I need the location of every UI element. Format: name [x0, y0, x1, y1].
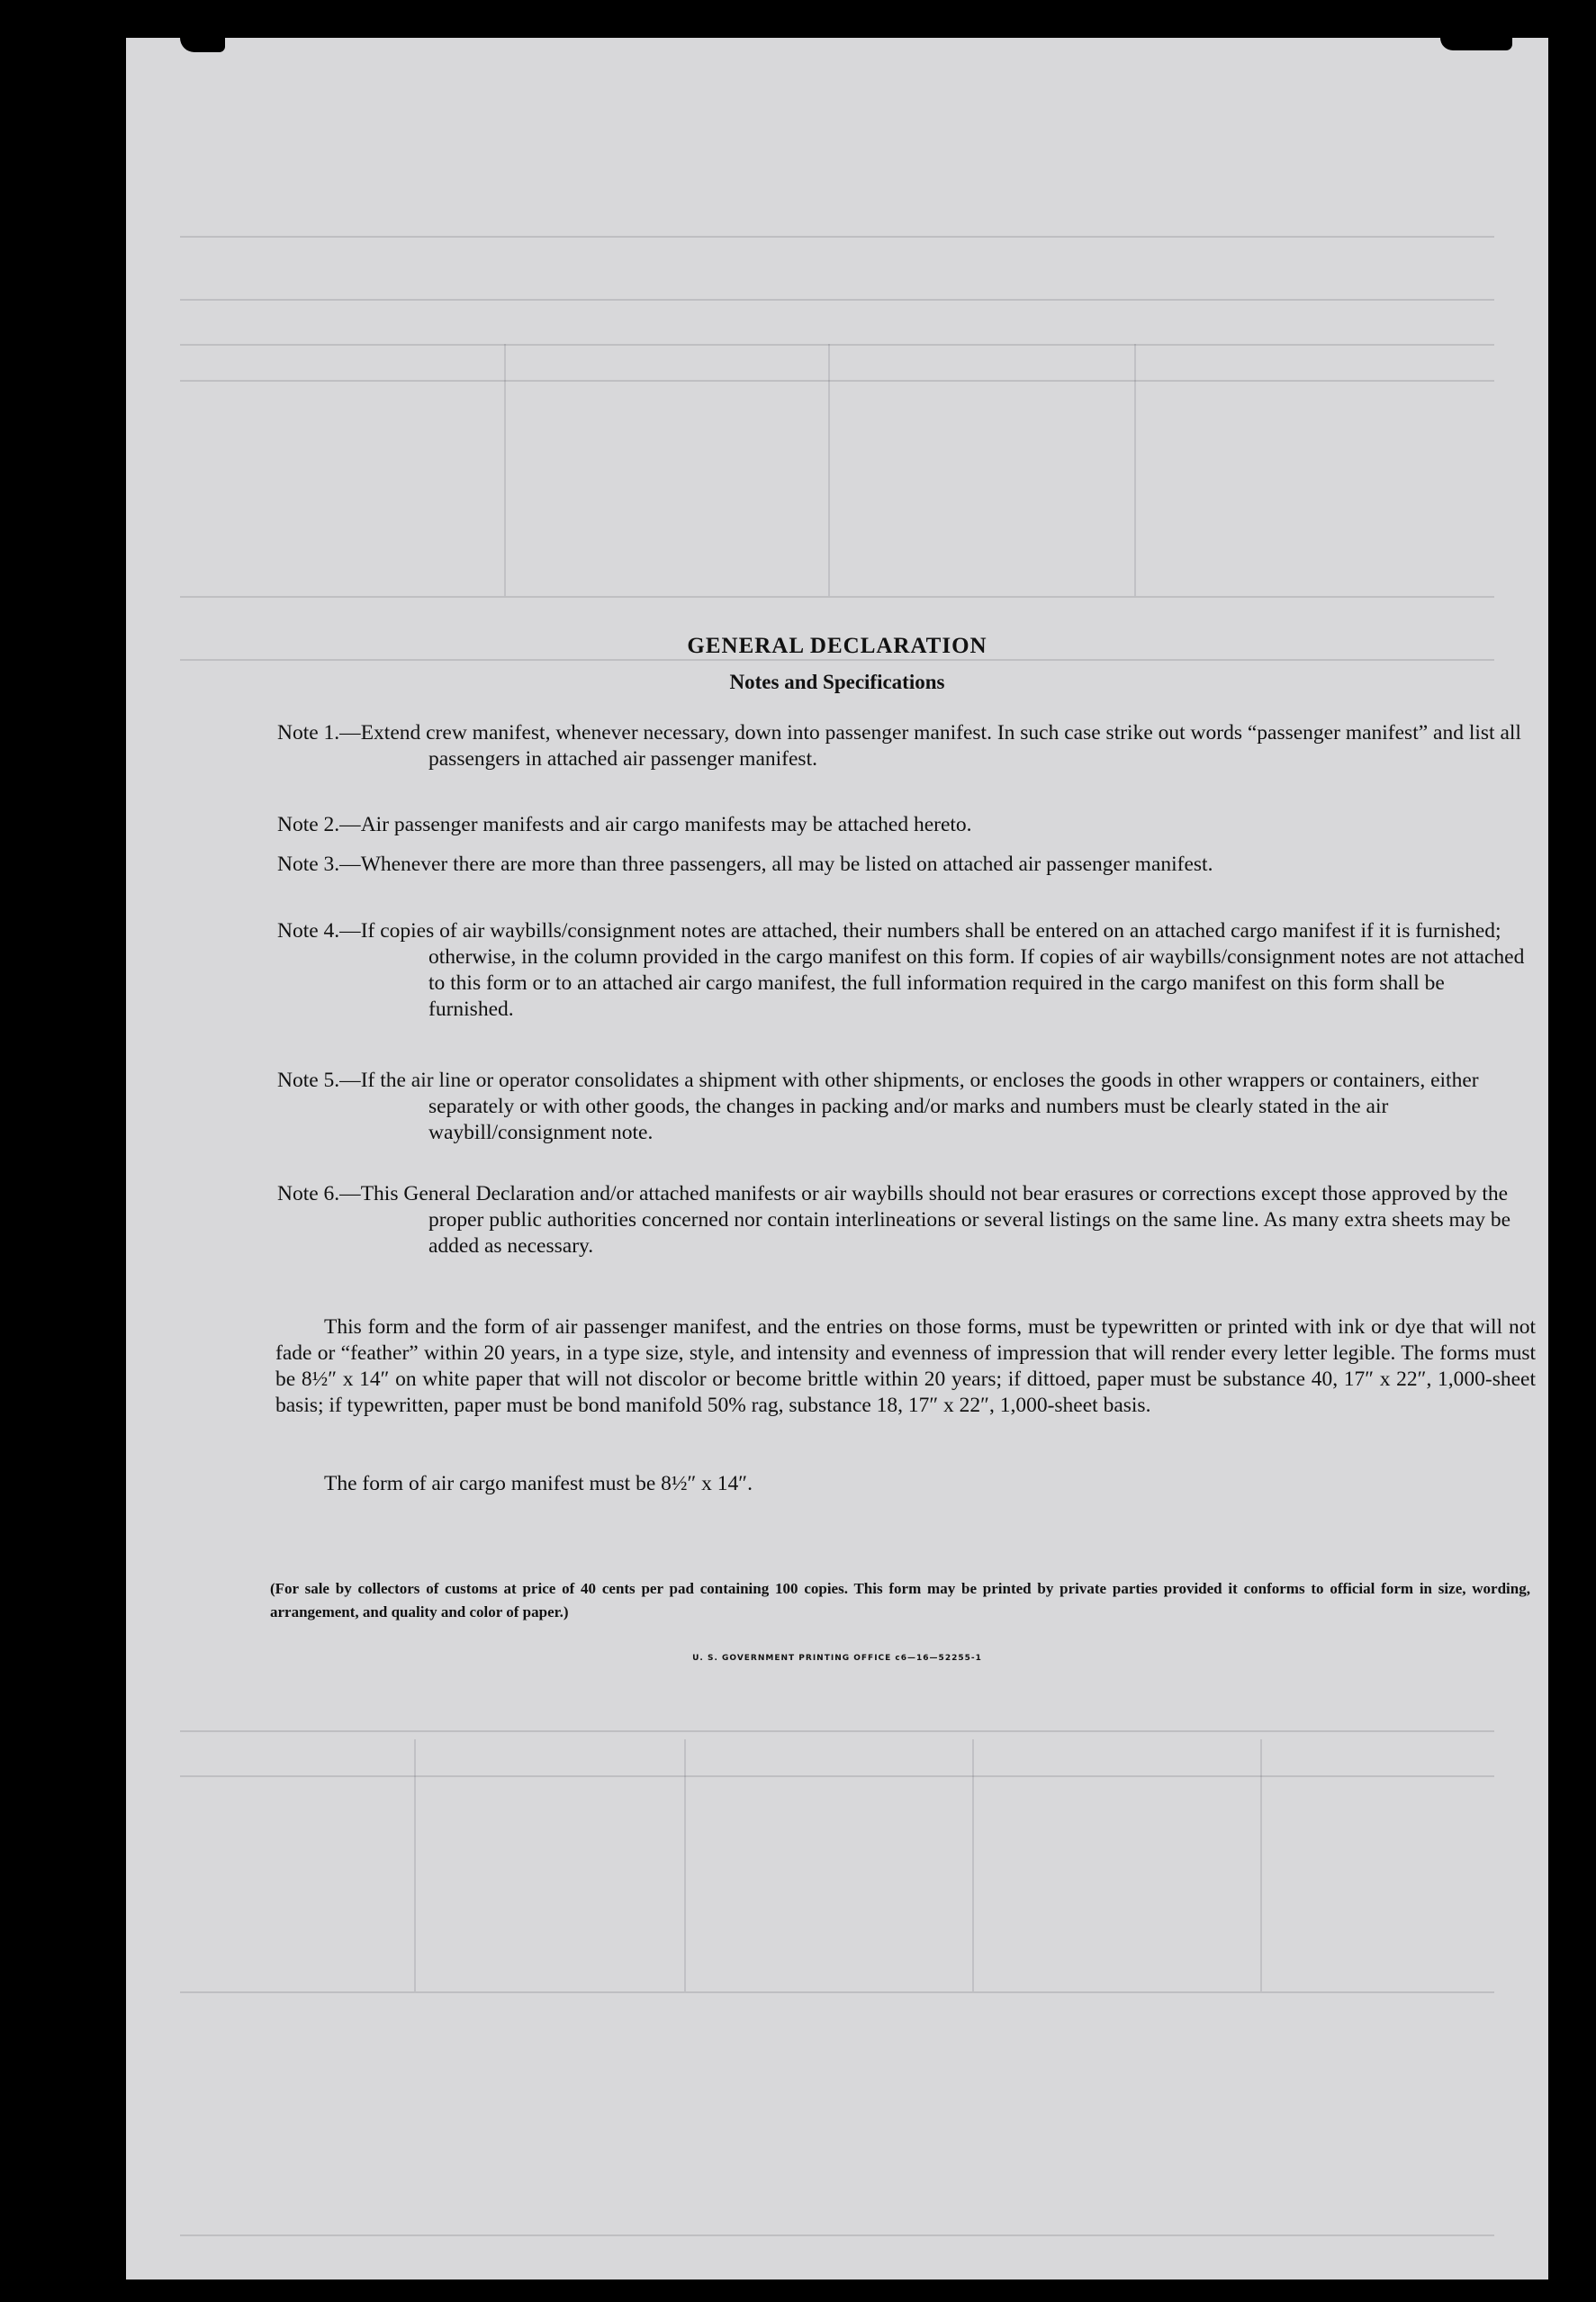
- note-text: This General Declaration and/or attached manifests or air waybills should not bear erasures or corrections except those approved by the proper public authorities concerned nor contain interlineations or several listings on the same line. As many extra sheets may be added as necessary.: [360, 1182, 1511, 1258]
- note-text: If copies of air waybills/consignment notes are attached, their numbers shall be entered on an attached cargo manifest if it is furnished; otherwise, in the column provided in the cargo manifest on this form. If copies of air waybills/consignment notes are not attached to this form or to an attached air cargo manifest, the full information required in the cargo manifest on this form shall be furnished.: [360, 919, 1525, 1021]
- note-5: [277, 1068, 1534, 1146]
- note-label: Note 3.—: [277, 853, 361, 876]
- printer-imprint: U. S. GOVERNMENT PRINTING OFFICE c6—16—52255-1: [692, 1654, 982, 1663]
- note-label: Note 1.—: [277, 721, 361, 745]
- note-label: Note 5.—: [277, 1069, 361, 1092]
- document-page: [126, 38, 1548, 2279]
- note-text: Extend crew manifest, whenever necessary, down into passenger manifest. In such case strike out words “passenger manifest” and list all passengers in attached air passenger manifest.: [360, 721, 1521, 771]
- note-label: Note 4.—: [277, 919, 361, 943]
- cargo-manifest-size: The form of air cargo manifest must be 8½″ x 14″.: [324, 1472, 753, 1495]
- note-4: [277, 918, 1534, 1023]
- note-text: Air passenger manifests and air cargo manifests may be attached hereto.: [360, 813, 972, 836]
- note-text: Whenever there are more than three passengers, all may be listed on attached air passenger manifest.: [360, 853, 1213, 876]
- note-label: Note 6.—: [277, 1182, 361, 1205]
- note-6: [277, 1181, 1534, 1259]
- note-3: [277, 852, 1534, 878]
- page-title: GENERAL DECLARATION: [687, 634, 987, 658]
- note-2: [277, 812, 1534, 838]
- page-subtitle: Notes and Specifications: [729, 671, 945, 693]
- sale-notice: (For sale by collectors of customs at price of 40 cents per pad containing 100 copies. This form may be printed by private parties provided it conforms to official form in size, wording, arrangement, and quality and color of paper.): [270, 1580, 1530, 1620]
- note-1: [277, 720, 1534, 772]
- note-label: Note 2.—: [277, 813, 361, 836]
- form-specification-paragraph: This form and the form of air passenger manifest, and the entries on those forms, must be typewritten or printed with ink or dye that will not fade or “feather” within 20 years, in a type size, style, and intensity and evenness of impression that will render every letter legible. The forms must be 8½″ x 14″ on white paper that will not discolor or become brittle within 20 years; if dittoed, paper must be substance 40, 17″ x 22″, 1,000-sheet basis; if typewritten, paper must be bond manifold 50% rag, substance 18, 17″ x 22″, 1,000-sheet basis.: [275, 1315, 1536, 1417]
- note-text: If the air line or operator consolidates a shipment with other shipments, or encloses the goods in other wrappers or containers, either separately or with other goods, the changes in packing and/or marks and numbers must be clearly stated in the air waybill/consignment note.: [360, 1069, 1479, 1144]
